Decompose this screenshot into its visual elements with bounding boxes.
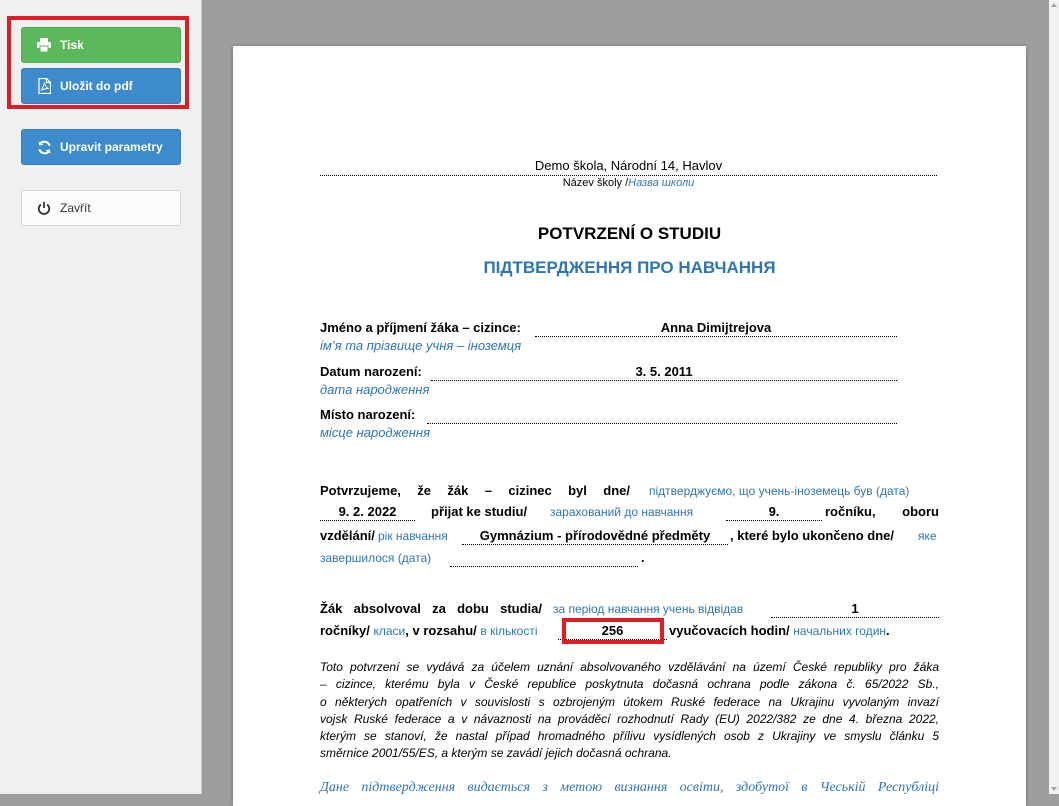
notice-line: směrnice 2001/55/ES, a kterým se zavádí jejich dočasná ochrana. [320,746,672,761]
pob-label: Místo narození: [320,407,416,422]
school-caption-cz: Název školy / [562,177,629,189]
student-name-value: Anna Dimijtrejova [535,320,897,337]
school-name: Demo škola, Národní 14, Havlov [534,158,723,173]
p1-text-f-ua: завершилося (дата) [320,551,432,565]
dob-label: Datum narození: [320,364,422,379]
field-of-study-value: Gymnázium - přírodovědné předměty [462,528,728,545]
legal-notice-ua: Дане підтвердження видається з метою визнання освіти, здобутої в Чеській Республіці [320,780,939,795]
school-caption-ua: Назва школи [628,177,695,189]
p1-text-c: ročníku, oboru [825,504,939,519]
years-value: 1 [771,601,939,618]
notice-line: – cizince, kterému byla v České republice poskytnuta dočasná ochrana podle zákona č. 65/2022 Sb., [320,677,939,692]
school-caption [320,177,937,189]
dob-label-ua: дата народження [320,382,430,397]
scrollbar[interactable] [1049,0,1059,794]
student-name-label-ua: ім’я та прізвище учня – іноземця [320,338,522,353]
edit-parameters-button-label: Upravit parametry [60,140,163,154]
p2-text-d-ua: начальних годин [793,624,887,638]
document-page [233,46,1026,806]
p1-text-a-ua: підтверджуємо, що учень-іноземець був (дата) [649,484,910,498]
notice-line: vojsk Ruské federace a v návaznosti na prováděcí rozhodnutí Rady (EU) 2022/382 ze dne 4. března 2022, [320,711,939,726]
p2-line-2-end [669,623,890,638]
grade-value: 9. [726,504,822,521]
p2-text-c: , v rozsahu/ [405,623,477,638]
notice-line: kterým se stanoví, že nastal případ hromadného přílivu vysídlených osob z Ukrajiny ve smyslu článku 5 [320,729,939,744]
p1-text-a: Potvrzujeme, že žák – cizinec byl dne/ [320,483,630,498]
p2-line-2 [320,623,538,638]
p1-text-b: přijat ke studiu/ [431,504,528,519]
legal-notice [320,659,939,763]
hours-value: 256 [558,623,667,640]
admission-date-value: 9. 2. 2022 [320,504,415,521]
p1-text-d: vzdělání/ [320,528,375,543]
toolbar-highlight-frame [7,16,189,109]
p2-text-b-ua: класи [373,624,406,638]
p2-text-d: vyučovacích hodin/ [669,623,790,638]
p2-text-c-ua: в кількості [480,624,538,638]
pob-value [427,407,897,424]
save-pdf-button-label: Uložit do pdf [60,79,133,93]
close-button-label: Zavřít [60,201,91,215]
school-name-line [320,175,937,176]
title-ua: ПІДТВЕРДЖЕННЯ ПРО НАВЧАННЯ [483,258,776,277]
p1-text-e: , které bylo ukončeno dne/ [730,528,894,543]
p2-text-a: Žák absolvoval za dobu studia/ [320,601,542,616]
close-button[interactable] [21,190,181,226]
edit-parameters-button[interactable] [21,129,181,165]
p1-text-e-ua: яке [918,529,937,543]
p1-end: . [641,550,645,565]
refresh-icon [36,139,52,155]
p2-text-b: ročníky/ [320,623,370,638]
sidebar [0,0,202,794]
p1-text-b-ua: зарахований до навчання [550,505,694,519]
p1-text-d-ua: рік навчання [378,529,448,543]
notice-line: o některých opatřeních v souvislosti s ozbrojeným útokem Ruské federace na Ukrajinu vyvolaným invazí [320,694,939,709]
pob-label-ua: місце народження [320,425,431,440]
print-button-label: Tisk [60,38,84,52]
student-name-label: Jméno a příjmení žáka – cizince: [320,320,521,335]
notice-line: Toto potvrzení se vydává za účelem uznání absolvovaného vzdělávání na území České republiky pro žáka [320,660,939,674]
p2-text-a-ua: за період навчання учень відвідав [553,602,744,616]
title-cz: POTVRZENÍ O STUDIU [537,224,722,243]
hours-highlight-frame [562,618,664,644]
power-icon [36,200,52,216]
p2-end: . [886,623,890,638]
dob-value: 3. 5. 2011 [431,364,897,381]
end-date-value [450,550,638,567]
